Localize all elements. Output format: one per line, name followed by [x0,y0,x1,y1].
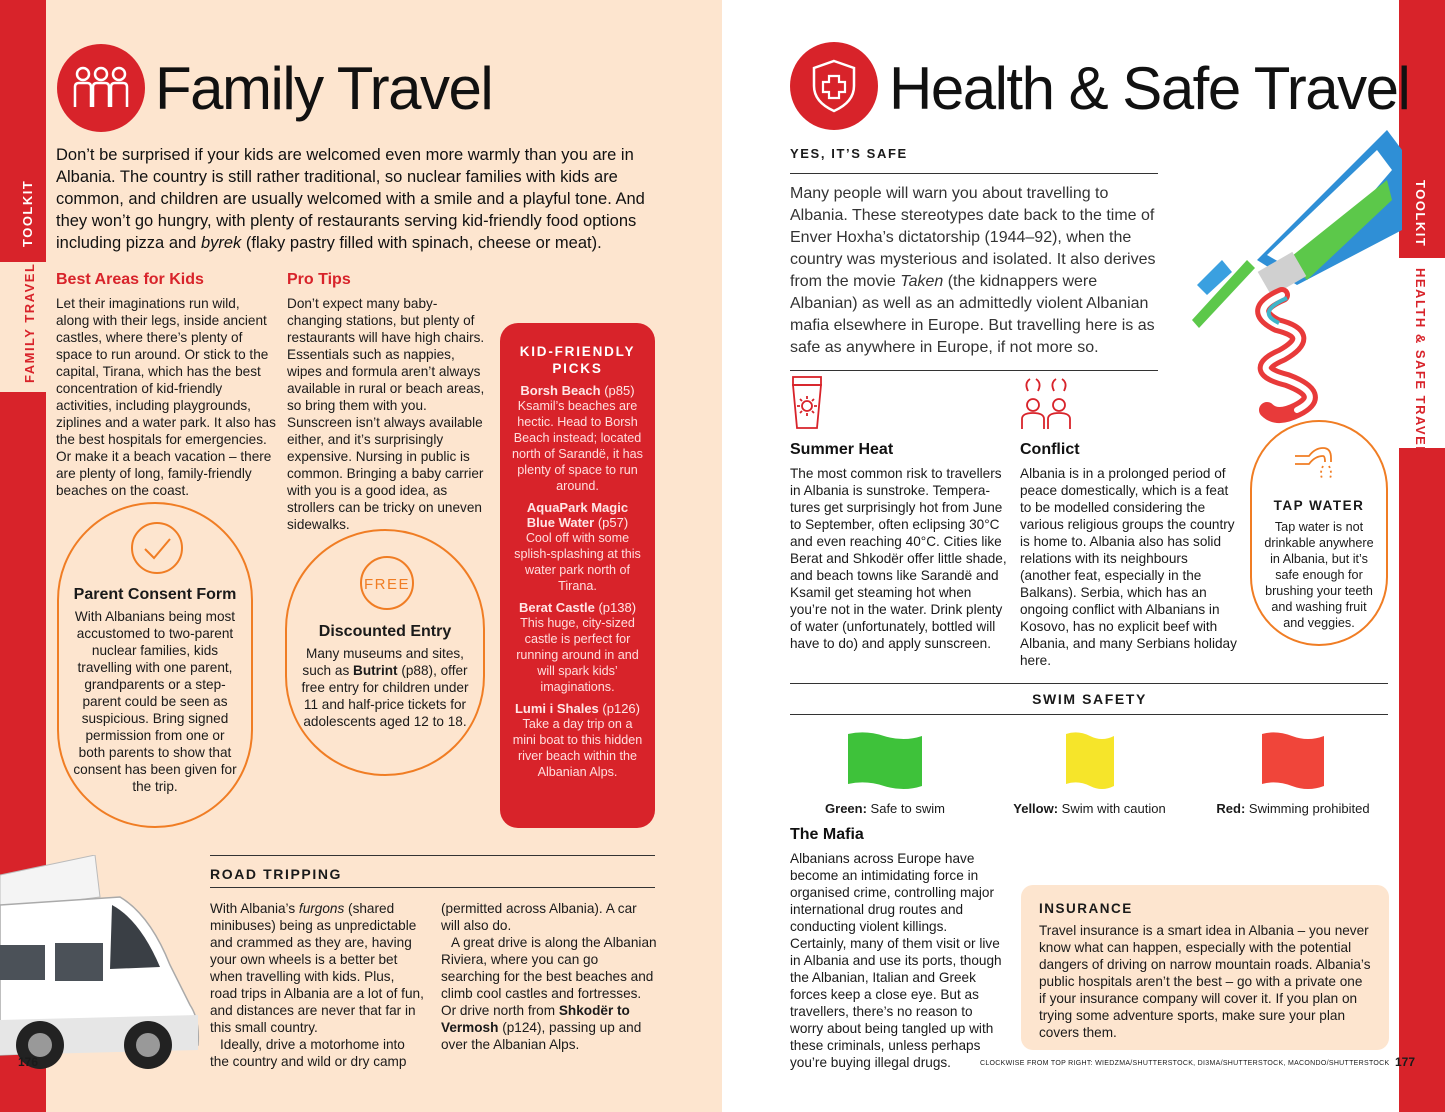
road-bottom-rule [210,887,655,888]
left-page-family-travel [0,0,722,1112]
page-number-right: 177 [1395,1055,1416,1069]
toolkit-tab-right [1399,0,1445,1112]
pick-text: Ksamil’s beaches are hectic. Head to Borsh Beach instead; located north of Sarandë, it has plenty of space to run around. [512,399,643,493]
yellow-flag-icon [1064,730,1116,792]
right-page-health-safe-travel [722,0,1445,1112]
kid-friendly-picks-box [500,323,655,828]
picks-list [512,383,643,780]
motorhome-image [0,855,205,1080]
health-icon-circle [790,42,878,130]
section-tab-label: FAMILY TRAVEL [22,262,37,383]
parent-consent-card [57,502,253,828]
sunscreen-icon [790,375,824,431]
best-areas-heading: Best Areas for Kids [56,271,204,288]
toolkit-tab-label: TOOLKIT [20,179,35,247]
parent-consent-text: With Albanians being most accustomed to two-parent nuclear families, kids travelling with one parent, grandparents or a step-parent could be seen as suspicious. Bring signed permission from one or both parents to show that consent has been given for the trip. [73,609,237,794]
flag-green-label: Green: Safe to swim [825,801,945,816]
flag-red-label: Red: Swimming prohibited [1216,801,1370,816]
pick-text: Cool off with some splish-splashing at this water park north of Tirana. [514,531,641,593]
toothpaste-image [1187,110,1402,430]
discounted-entry-text: Many museums and sites, such as Butrint (p88), offer free entry for children under 11 and half-price tickets for adolescents aged 12 to 18. [301,646,469,729]
insurance-box [1021,885,1389,1050]
road-col-2: (permitted across Albania). A car will also do. A great drive is along the Albanian Riviera, where you can go searching for the best beaches and climb cool castles and fortresses. Or drive north from Shkodër to Vermosh (p124), passing up and over the Albanian Alps. [441,901,657,1052]
road-col-1: With Albania’s furgons (shared minibuses) being as unpredictable and crammed as they are, having your own wheels is a better bet when travelling with kids. Plus, road trips in Albania are a lot of fun, and distances are never that far in this small country. Ideally, drive a motorhome into the country and wild or dry camp [210,901,424,1069]
shield-cross-icon [809,58,859,114]
page-number-left: 176 [18,1055,39,1069]
pick-title: Lumi i Shales (p126) [514,701,640,716]
tap-water-card [1250,420,1388,646]
swim-bottom-rule [790,714,1388,715]
pro-tips-heading: Pro Tips [287,271,351,288]
mafia-text: Albanians across Europe have become an intimidating force in organised crime, controlling major international drug routes and conducting violent killings. Certainly, many of them visit or live in Albania and use its ports, though the Albanian, Italian and Greek forces keep a close eye. But as travellers, there’s no reason to worry about being tangled up with these criminals, unless perhaps you’re buying illegal drugs. [790,851,1002,1070]
page-title-right: Health & Safe Travel [889,55,1410,122]
family-icon-circle [57,44,145,132]
parent-consent-heading: Parent Consent Form [73,586,237,603]
pick-title: Berat Castle (p138) [518,600,637,615]
picks-title: KID-FRIENDLY PICKS [519,344,636,376]
safe-paragraph: Many people will warn you about travelling to Albania. These stereotypes date back to the time of Enver Hoxha’s dictatorship (1944–92), when the country was mysterious and isolated. It also derives from the movie Taken (the kidnappers were Albanian) as well as an admittedly violent Albanian mafia elsewhere in Europe. But travelling here is as safe as anywhere in Europe, if not more so. [790,185,1156,356]
green-flag-shape [848,732,922,789]
safe-bottom-rule [790,370,1158,371]
red-flag-icon [1260,730,1326,792]
conflict-people-icon [1020,375,1072,431]
insurance-heading: INSURANCE [1039,901,1133,916]
intro-paragraph: Don’t be surprised if your kids are welcomed even more warmly than you are in Albania. The country is still rather traditional, so nuclear families with kids are common, and children are usually welcomed with a smile and a playful tone. And they won’t go hungry, with plenty of restaurants serving kid-friendly food options including pizza and byrek (flaky pastry filled with spinach, cheese or meat). [56,146,645,252]
photo-credit: CLOCKWISE FROM TOP RIGHT: WIEDZMA/SHUTTERSTOCK, DI3MA/SHUTTERSTOCK, MACONDO/SHUTTERSTOCK [980,1060,1390,1067]
road-top-rule [210,855,655,856]
family-icon [71,63,131,113]
page-title: Family Travel [155,55,493,122]
tap-icon [1293,436,1347,488]
pick-text: Take a day trip on a mini boat to this hidden river beach within the Albanian Alps. [512,717,643,779]
safe-top-rule [790,173,1158,174]
conflict-heading: Conflict [1020,441,1080,458]
yes-its-safe-heading: YES, IT’S SAFE [790,146,908,161]
road-tripping-heading: ROAD TRIPPING [210,866,343,882]
pick-title: AquaPark Magic Blue Water (p57) [526,500,629,530]
discounted-entry-heading: Discounted Entry [318,623,452,640]
free-badge-text: FREE [363,576,411,593]
conflict-text: Albania is in a prolonged period of peace domestically, which is a feat to be modelled considering the various religious groups the country is home to. Albania also has solid relations with its neighbours (another feat, especially in the Balkans). Serbia, which has an ongoing conflict with Albanians in Kosovo, has no explicit beef with Albania, and many Serbians holiday here. [1020,466,1237,668]
flag-yellow-label: Yellow: Swim with caution [1013,801,1166,816]
discounted-entry-card [285,529,485,776]
swim-top-rule [790,683,1388,684]
flag-yellow [1007,730,1172,816]
insurance-text: Travel insurance is a smart idea in Albania – you never know what can happen, especially with the potential dangers of driving on narrow mountain roads. Albania’s public hospitals aren’t the best – go with a private one if your insurance company will cover it. If you plan on trying some adventure sports, make sure your plan covers them. [1039,923,1371,1040]
section-tab-right-label: HEALTH & SAFE TRAVEL [1413,268,1428,456]
green-flag-icon [846,730,924,792]
free-badge-icon [358,554,416,612]
summer-heat-heading: Summer Heat [790,441,894,458]
checkmark-icon [129,520,185,576]
summer-heat-text: The most common risk to travellers in Albania is sunstroke. Tempera-tures get surprisingly hot from June to September, often eclipsing 30°C and even reaching 40°C. Cities like Berat and Shkodër offer little shade, and beach towns like Sarandë and Ksamil get steaming hot when you’re not in the water. Drink plenty of water (unfortunately, bottled will have to do) and apply sunscreen. [790,466,1007,651]
swim-safety-heading: SWIM SAFETY [1032,691,1147,707]
flag-red [1212,730,1374,816]
mafia-heading: The Mafia [790,826,864,843]
pick-text: This huge, city-sized castle is perfect for running around in and will spark kids’ imaginations. [516,616,639,694]
toolkit-tab-right-label: TOOLKIT [1413,180,1428,248]
tap-water-text: Tap water is not drinkable anywhere in Albania, but it’s safe enough for brushing your teeth and washing fruit and veggies. [1264,520,1374,630]
flag-green [810,730,960,816]
best-areas-text: Let their imaginations run wild, along with their legs, inside ancient castles, where there’s plenty of space to run around. Or stick to the capital, Tirana, which has the best concentration of kid-friendly activities, including playgrounds, ziplines and a water park. It also has the best hospitals for emergencies. Or make it a beach vacation – there are plenty of long, family-friendly beaches on the coast. [56,296,276,498]
tap-water-heading: TAP WATER [1273,498,1365,513]
pick-title: Borsh Beach (p85) [520,383,635,398]
pro-tips-text: Don’t expect many baby-changing stations, but plenty of restaurants will have high chairs. Essentials such as nappies, wipes and formula aren’t always available in rural or beach areas, so bring them with you. Sunscreen isn’t always available either, and it’s surprisingly expensive. Nursing in public is common. Bringing a baby carrier with you is a good idea, as strollers can be tricky on uneven sidewalks. [287,296,485,532]
